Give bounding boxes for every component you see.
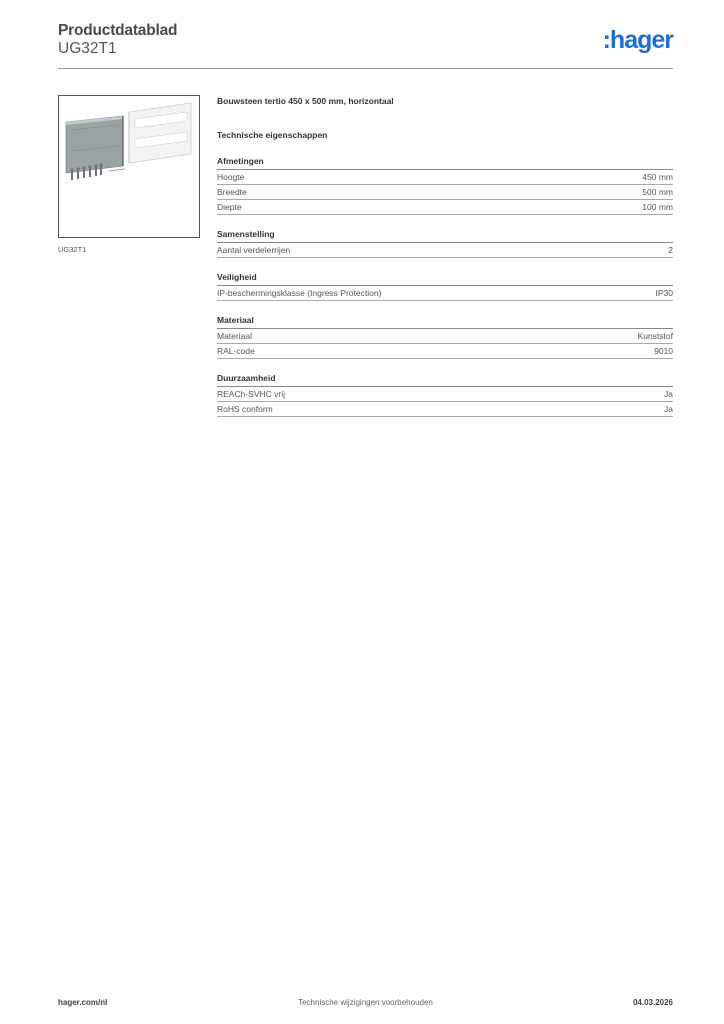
footer-notice: Technische wijzigingen voorbehouden (298, 998, 433, 1007)
product-code: UG32T1 (58, 40, 117, 57)
spec-row (217, 185, 673, 200)
spec-row (217, 329, 673, 344)
section-title: Afmetingen (217, 156, 673, 170)
page-header (58, 22, 673, 68)
footer-date: 04.03.2026 (632, 998, 673, 1007)
document-title: Productdatablad (58, 22, 178, 39)
spec-label: Aantal verdelerrijen (217, 245, 291, 255)
section-samenstelling (217, 229, 673, 258)
spec-value: 100 mm (642, 202, 673, 212)
section-veiligheid (217, 272, 673, 301)
spec-row (217, 402, 673, 417)
product-specs (217, 96, 673, 417)
spec-row (217, 243, 673, 258)
section-afmetingen (217, 156, 673, 215)
spec-row (217, 286, 673, 301)
spec-row (217, 170, 673, 185)
spec-value: Ja (664, 389, 673, 399)
product-photo-icon (59, 96, 199, 237)
spec-row (217, 200, 673, 215)
spec-label: IP-beschermingsklasse (Ingress Protection) (217, 288, 382, 298)
footer-website-link[interactable]: hager.com/nl (58, 998, 108, 1007)
section-materiaal (217, 315, 673, 359)
spec-label: Hoogte (217, 172, 245, 182)
section-duurzaamheid (217, 373, 673, 417)
section-title: Veiligheid (217, 272, 673, 286)
product-description: Bouwsteen tertio 450 x 500 mm, horizontaal (217, 96, 394, 106)
spec-label: Breedte (217, 187, 247, 197)
header-divider (58, 68, 673, 69)
spec-label: Diepte (217, 202, 242, 212)
spec-value: 500 mm (642, 187, 673, 197)
spec-value: Ja (664, 404, 673, 414)
page-footer (58, 998, 673, 1010)
spec-row (217, 344, 673, 359)
section-title: Samenstelling (217, 229, 673, 243)
spec-label: RoHS conform (217, 404, 273, 414)
spec-value: 9010 (654, 346, 673, 356)
spec-value: Kunststof (637, 331, 673, 341)
section-title: Materiaal (217, 315, 673, 329)
tech-properties-heading: Technische eigenschappen (217, 130, 328, 140)
spec-label: Materiaal (217, 331, 252, 341)
spec-label: RAL-code (217, 346, 255, 356)
spec-value: 2 (668, 245, 673, 255)
hager-logo (603, 26, 673, 54)
logo-text: :hager (602, 26, 673, 54)
image-caption: UG32T1 (58, 245, 87, 254)
spec-value: IP30 (655, 288, 673, 298)
spec-value: 450 mm (642, 172, 673, 182)
spec-label: REACh-SVHC vrij (217, 389, 286, 399)
spec-row (217, 387, 673, 402)
product-image (58, 95, 200, 238)
section-title: Duurzaamheid (217, 373, 673, 387)
